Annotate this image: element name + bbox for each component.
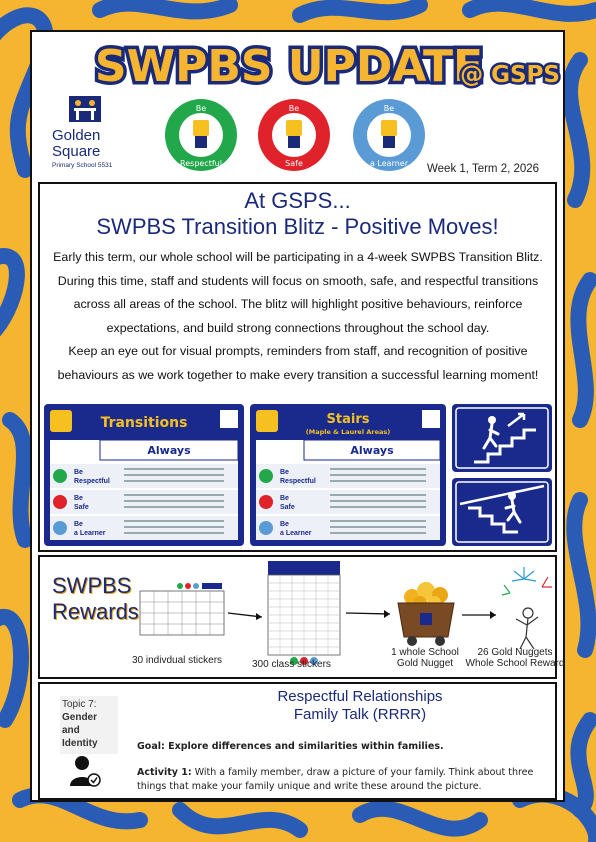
poster-title: Stairs	[326, 412, 370, 427]
rewards-line2: Rewards	[52, 599, 139, 624]
badge-bottom: Respectful	[180, 159, 222, 168]
topic-card	[60, 696, 118, 754]
stairs-up-sign	[452, 404, 552, 472]
row-label: Be	[280, 469, 289, 476]
row-label: Be	[74, 495, 83, 502]
step1-caption: 30 indivdual stickers	[132, 655, 223, 666]
row-icon	[53, 521, 67, 535]
row-label: Be	[280, 495, 289, 502]
badge-top: Be	[288, 104, 300, 113]
row-label: Be	[74, 521, 83, 528]
step4-line1: 26 Gold Nuggets	[477, 647, 553, 658]
row-icon	[53, 495, 67, 509]
row-label: Be	[280, 521, 289, 528]
row-label: Be	[74, 469, 83, 476]
rr-goal: Goal: Explore differences and similarities within families.	[137, 741, 444, 752]
school-tag	[450, 54, 570, 90]
gold-cart-icon	[398, 582, 454, 646]
row-label: Safe	[74, 504, 89, 511]
body-line: Keep an eye out for visual prompts, reminders from staff, and recognition of positive	[68, 344, 528, 358]
row-icon	[259, 469, 273, 483]
class-chart-header	[268, 561, 340, 575]
poster-always: Always	[147, 444, 191, 457]
title-text: SWPBS UPDATE	[94, 41, 484, 92]
logo-line3: Primary School 5531	[52, 162, 113, 169]
rewards-section	[38, 555, 565, 679]
rr-title: Respectful Relationships	[277, 688, 443, 705]
step3-caption	[380, 647, 470, 669]
badge-learner	[352, 98, 426, 172]
topic-text	[60, 696, 118, 752]
section-heading: At GSPS...	[244, 188, 351, 213]
stairs-poster	[250, 404, 446, 546]
poster-title: Transitions	[100, 415, 188, 431]
body-line: expectations, and build strong connections throughout the school day.	[106, 320, 490, 335]
stairs-down-sign	[452, 478, 552, 546]
badge-top: Be	[195, 104, 207, 113]
poster-always: Always	[350, 444, 394, 457]
row-icon	[259, 495, 273, 509]
row-label: Respectful	[74, 478, 110, 485]
badge-respectful	[164, 98, 238, 172]
activity-text: With a family member, draw a picture of your family. Think about three things that make your family unique and write these around the picture.	[137, 767, 534, 792]
body-line: behaviours as we work together to make every transition a successful learning moment!	[57, 367, 539, 382]
step3-line1: 1 whole School	[391, 647, 459, 658]
rr-activity	[137, 766, 537, 794]
topic-name-line2: Identity	[62, 738, 98, 749]
blitz-body	[48, 246, 548, 387]
badge-safe	[257, 98, 331, 172]
logo-line1: Golden	[52, 127, 101, 144]
row-label: Safe	[280, 504, 295, 511]
topic-name-line1: Gender and	[62, 712, 98, 736]
topic-number: Topic 7:	[62, 699, 97, 710]
body-line: Early this term, our whole school will be participating in a 4-week SWPBS Transition Blitz.	[53, 250, 543, 264]
rewards-line1: SWPBS	[52, 573, 132, 598]
badge-bottom: Safe	[285, 159, 303, 168]
row-label: a Learner	[280, 530, 312, 537]
newsletter-page	[30, 30, 565, 802]
arrow-icon	[346, 613, 390, 614]
school-logo	[50, 96, 128, 174]
step3-line2: Gold Nugget	[396, 658, 454, 669]
step2-caption: 300 class stickers	[252, 659, 331, 670]
celebration-icon	[502, 567, 552, 649]
week-label: Week 1, Term 2, 2026	[427, 163, 540, 175]
row-label: Respectful	[280, 478, 316, 485]
person-icon	[68, 754, 102, 788]
row-icon	[259, 521, 273, 535]
badge-top: Be	[383, 104, 395, 113]
school-tag-text: @ GSPS	[460, 62, 560, 88]
activity-label: Activity 1:	[137, 767, 192, 778]
transition-blitz-section	[38, 182, 557, 552]
logo-line2: Square	[52, 143, 101, 160]
body-line: across all areas of the school. The blitz will highlight positive behaviours, reinforce	[73, 297, 523, 311]
poster-subtitle: (Maple & Laurel Areas)	[305, 428, 391, 436]
step4-line2: Whole School Reward	[465, 658, 565, 669]
body-line: During this time, staff and students will focus on smooth, safe, and respectful transitions	[57, 273, 539, 288]
respectful-relationships-section	[38, 682, 557, 800]
rr-subtitle: Family Talk (RRRR)	[293, 706, 427, 723]
transitions-poster	[44, 404, 244, 546]
step4-caption	[465, 647, 565, 669]
badge-bottom: a Learner	[369, 159, 409, 168]
row-icon	[53, 469, 67, 483]
row-label: a Learner	[74, 530, 106, 537]
blitz-heading: SWPBS Transition Blitz - Positive Moves!	[96, 214, 499, 239]
newsletter-title	[84, 34, 494, 92]
